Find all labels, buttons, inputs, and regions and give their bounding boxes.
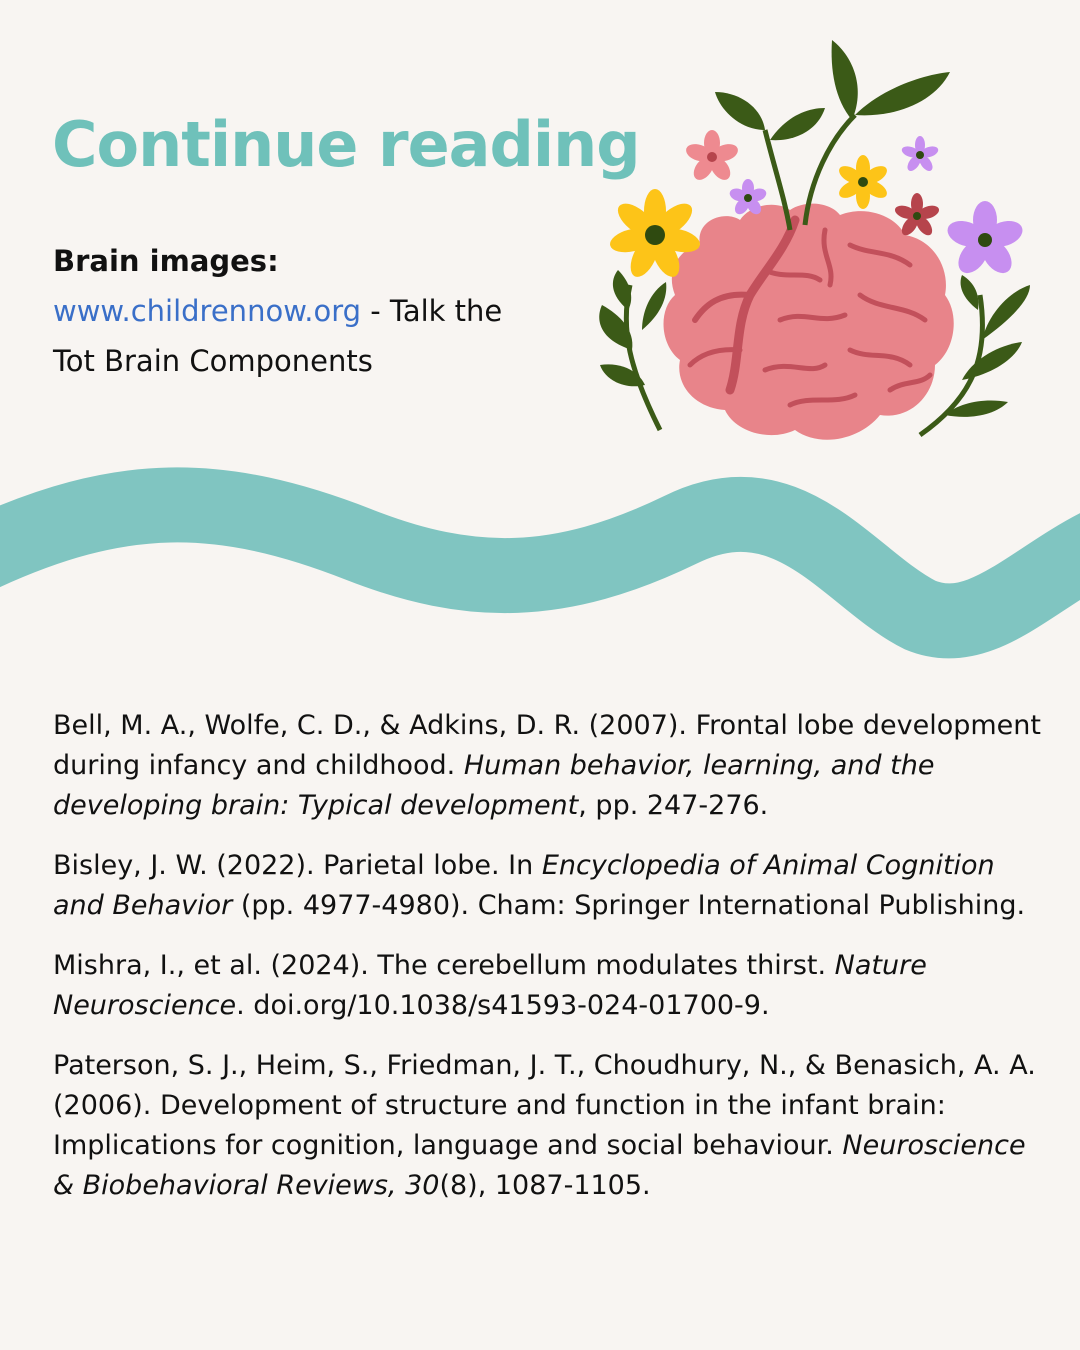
credit-link[interactable]: www.childrennow.org [53, 294, 362, 328]
wave-divider [0, 460, 1080, 670]
reference-item: Paterson, S. J., Heim, S., Friedman, J. T., Choudhury, N., & Benasich, A. A. (2006). Development of structure and function in the infant brain: Implications for cognition, language and social behaviour. Neuroscience & Biobehavioral Reviews, 30(8), 1087-1105. [53, 1050, 1036, 1201]
brain-icon [664, 204, 954, 440]
credit-heading: Brain images: [53, 244, 279, 278]
leaf-icon [599, 270, 666, 430]
flower-icon [836, 155, 890, 209]
flower-icon [944, 201, 1026, 279]
flower-icon [900, 136, 939, 173]
credit-text: - Talk the Tot Brain Components [53, 294, 503, 378]
page-title: Continue reading [52, 108, 640, 181]
image-credit [53, 236, 523, 386]
flower-icon [684, 130, 740, 184]
reference-list [53, 706, 1043, 1226]
reference-item: Bisley, J. W. (2022). Parietal lobe. In Encyclopedia of Animal Cognition and Behavior (pp. 4977-4980). Cham: Springer International Publishing. [53, 850, 1026, 921]
reference-item: Mishra, I., et al. (2024). The cerebellum modulates thirst. Nature Neuroscience. doi.org/10.1038/s41593-024-01700-9. [53, 950, 927, 1021]
reference-item: Bell, M. A., Wolfe, C. D., & Adkins, D. R. (2007). Frontal lobe development during infancy and childhood. Human behavior, learning, and the developing brain: Typical development, pp. 247-276. [53, 710, 1041, 821]
brain-flowers-illustration [590, 30, 1050, 460]
